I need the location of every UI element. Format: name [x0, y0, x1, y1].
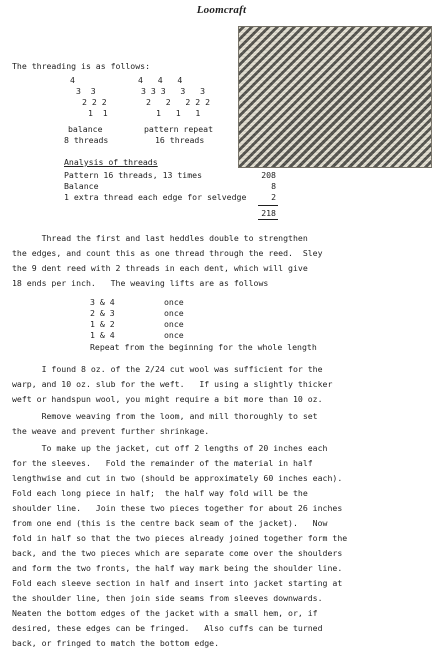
paragraph-line: back, and the two pieces which are separate come over the shoulders [12, 548, 343, 558]
paragraph-line: shoulder line. Join these two pieces together for about 26 inches [12, 503, 343, 513]
analysis-heading: Analysis of threads [64, 157, 158, 167]
running-title: Loomcraft [196, 4, 247, 16]
paragraph-line: I found 8 oz. of the 2/24 cut wool was sufficient for the [12, 364, 323, 374]
paragraph-line: lengthwise and cut in two (should be approximately 60 inches each). [12, 473, 343, 483]
lift-pair: 1 & 2 [90, 319, 115, 329]
paragraph-line: weft or handspun wool, you might require a bit more than 10 oz. [12, 394, 323, 404]
lift-times: once [164, 308, 184, 318]
analysis-row-value: 208 [261, 170, 276, 180]
paragraph-line: Neaten the bottom edges of the jacket with a small hem, or, if [12, 608, 318, 618]
balance-threads: 8 threads [64, 135, 109, 145]
balance-draft-row-4: 4 [70, 75, 75, 85]
paragraph-line: warp, and 10 oz. slub for the weft. If using a slightly thicker [12, 379, 333, 389]
paragraph-line: the edges, and count this as one thread through the reed. Sley [12, 248, 323, 258]
lift-pair: 1 & 4 [90, 330, 115, 340]
sum-rule-bottom [258, 219, 278, 220]
analysis-row-value: 2 [271, 192, 276, 202]
paragraph-line: and form the two fronts, the half way mark being the shoulder line. [12, 563, 343, 573]
paragraph-line: for the sleeves. Fold the remainder of the material in half [12, 458, 313, 468]
balance-label: balance [68, 124, 103, 134]
pattern-label: pattern repeat [144, 124, 214, 134]
paragraph-line: Fold each long piece in half; the half way fold will be the [12, 488, 308, 498]
paragraph-line: Remove weaving from the loom, and mill thoroughly to set [12, 411, 318, 421]
lift-times: once [164, 319, 184, 329]
paragraph-line: Thread the first and last heddles double to strengthen [12, 233, 308, 243]
pattern-threads: 16 threads [155, 135, 205, 145]
balance-draft-row-1: 1 1 [88, 108, 108, 118]
lift-times: once [164, 330, 184, 340]
paragraph-line: desired, these edges can be fringed. Also cuffs can be turned [12, 623, 323, 633]
paragraph-line: Fold each sleeve section in half and insert into jacket starting at [12, 578, 343, 588]
lifts-repeat-note: Repeat from the beginning for the whole length [90, 342, 317, 352]
paragraph-line: back, or fringed to match the bottom edge. [12, 638, 220, 648]
analysis-row-label: Balance [64, 181, 99, 191]
balance-draft-row-3: 3 3 [76, 86, 96, 96]
analysis-total: 218 [261, 208, 276, 218]
pattern-draft-row-4: 4 4 4 [138, 75, 183, 85]
balance-draft-row-2: 2 2 2 [82, 97, 107, 107]
paragraph-line: fold in half so that the two pieces already joined together form the [12, 533, 348, 543]
paragraph-line: from one end (this is the centre back seam of the jacket). Now [12, 518, 328, 528]
fabric-swatch-photo [238, 26, 432, 168]
paragraph-line: the shoulder line, then join side seams from sleeves downwards. [12, 593, 323, 603]
pattern-draft-row-1: 1 1 1 [156, 108, 201, 118]
threading-intro: The threading is as follows: [12, 61, 151, 71]
paragraph-line: the 9 dent reed with 2 threads in each dent, which will give [12, 263, 308, 273]
analysis-row-value: 8 [271, 181, 276, 191]
paragraph-line: To make up the jacket, cut off 2 lengths of 20 inches each [12, 443, 328, 453]
paragraph-line: 18 ends per inch. The weaving lifts are as follows [12, 278, 269, 288]
lift-times: once [164, 297, 184, 307]
analysis-row-label: 1 extra thread each edge for selvedge [64, 192, 247, 202]
sum-rule-top [258, 205, 278, 206]
analysis-row-label: Pattern 16 threads, 13 times [64, 170, 203, 180]
lift-pair: 2 & 3 [90, 308, 115, 318]
lift-pair: 3 & 4 [90, 297, 115, 307]
pattern-draft-row-2: 2 2 2 2 2 [146, 97, 211, 107]
pattern-draft-row-3: 3 3 3 3 3 [141, 86, 206, 96]
paragraph-line: the weave and prevent further shrinkage. [12, 426, 210, 436]
